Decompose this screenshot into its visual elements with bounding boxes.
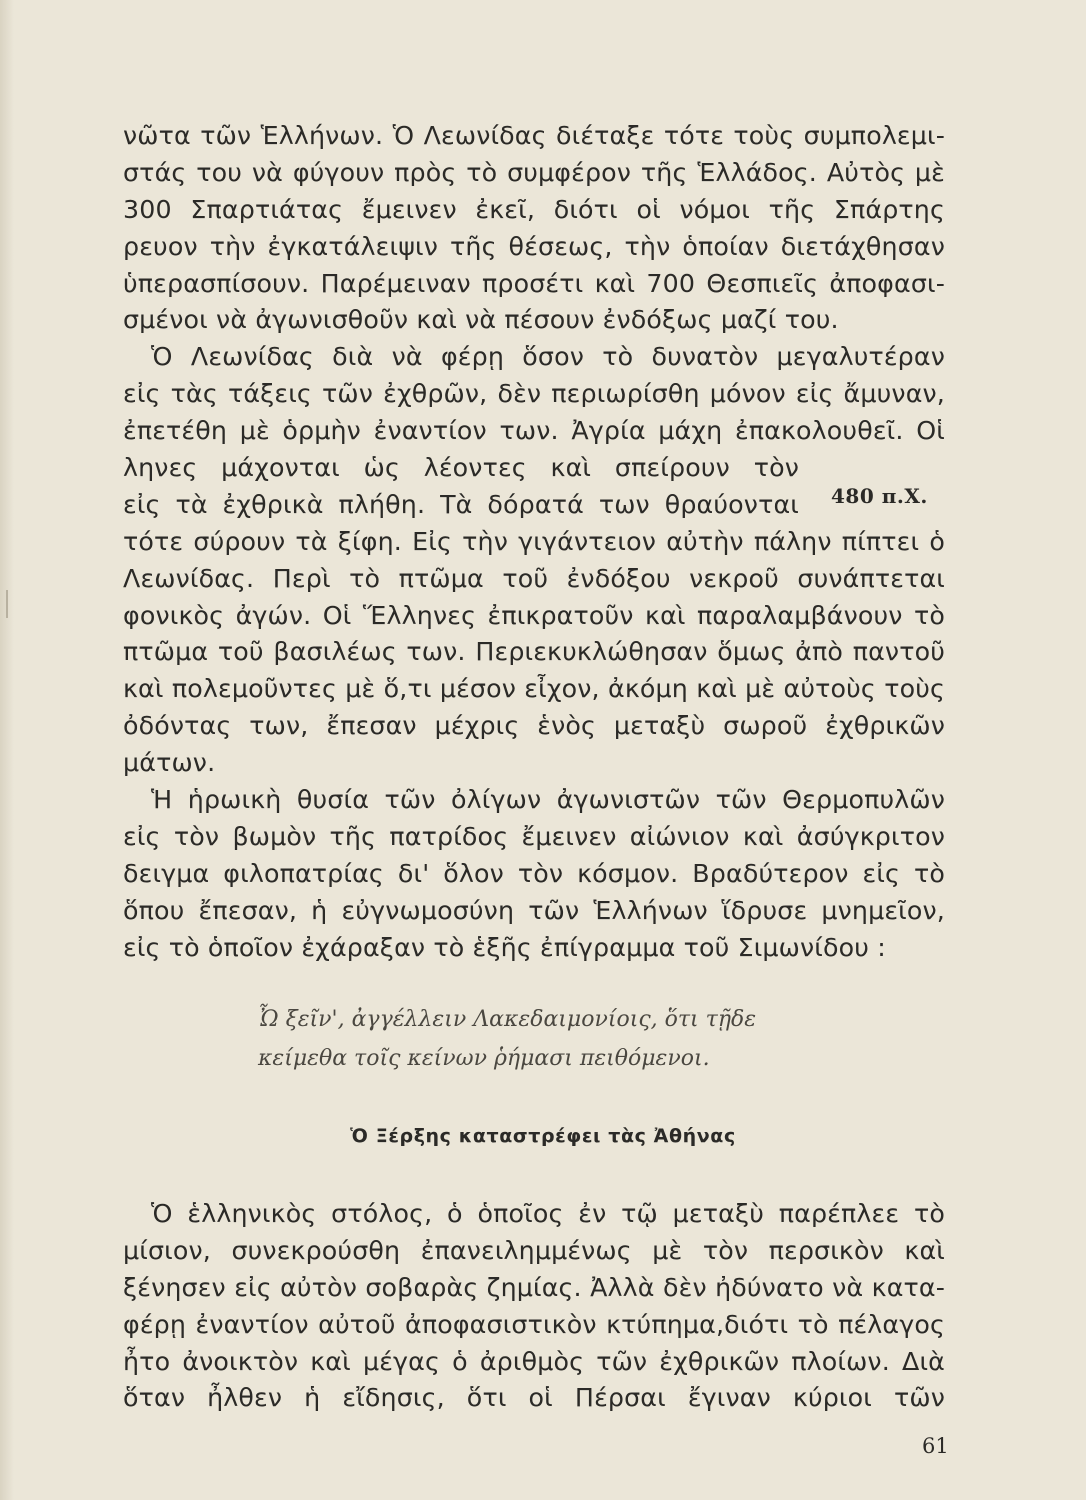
paragraph-start-line: Ὁ Λεωνίδας διὰ νὰ φέρῃ ὅσον τὸ δυνατὸν μεγαλυτέραν	[151, 342, 945, 372]
epigram-block	[258, 1000, 858, 1078]
text-line: ὀδόντας των, ἔπεσαν μέχρις ἑνὸς μεταξὺ σωροῦ ἐχθρικῶν	[123, 711, 945, 741]
text-line: καὶ πολεμοῦντες μὲ ὅ,τι μέσον εἶχον, ἀκόμη καὶ μὲ αὐτοὺς τοὺς	[123, 674, 945, 704]
text-line: μάτων.	[123, 748, 216, 778]
text-line: εἰς τὸ ὁποῖον ἐχάραξαν τὸ ἑξῆς ἐπίγραμμα τοῦ Σιμωνίδου :	[123, 932, 886, 962]
text-line: εἰς τὰς τάξεις τῶν ἐχθρῶν, δὲν περιωρίσθη μόνον εἰς ἄμυναν,	[123, 379, 945, 409]
epigram-line: Ὦ ξεῖν', ἀγγέλλειν Λακεδαιμονίοις, ὅτι τῇδε	[258, 1007, 757, 1032]
text-line: εἰς τὰ ἐχθρικὰ πλήθη. Τὰ δόρατά των θραύονται	[123, 489, 799, 519]
paragraph-start-line: Ὁ ἑλληνικὸς στόλος, ὁ ὁποῖος ἐν τῷ μεταξὺ παρέπλεε τὸ	[151, 1199, 945, 1228]
text-line: εἰς τὸν βωμὸν τῆς πατρίδος ἔμεινεν αἰώνιον καὶ ἀσύγκριτον	[123, 821, 945, 851]
text-line: ὑπερασπίσουν. Παρέμειναν προσέτι καὶ 700 Θεσπιεῖς ἀποφασι-	[123, 268, 945, 298]
text-line: ρευον τὴν ἐγκατάλειψιν τῆς θέσεως, τὴν ὁποίαν διετάχθησαν	[123, 231, 945, 261]
text-line: μίσιον, συνεκρούσθη ἐπανειλημμένως μὲ τὸν περσικὸν καὶ	[123, 1235, 945, 1265]
text-line: φέρῃ ἐναντίον αὐτοῦ ἀποφασιστικὸν κτύπημα,διότι τὸ πέλαγος	[123, 1309, 945, 1339]
text-line: ληνες μάχονται ὡς λέοντες καὶ σπείρουν τὸν	[123, 453, 799, 483]
text-line: τότε σύρουν τὰ ξίφη. Εἰς τὴν γιγάντειον αὐτὴν πάλην πίπτει ὁ	[123, 526, 945, 556]
text-line: στάς του νὰ φύγουν πρὸς τὸ συμφέρον τῆς Ἑλλάδος. Αὐτὸς μὲ	[123, 157, 945, 187]
page-number: 61	[922, 1434, 949, 1458]
text-line: φονικὸς ἀγών. Οἱ Ἕλληνες ἐπικρατοῦν καὶ παραλαμβάνουν τὸ	[123, 600, 945, 630]
epigram-line: κείμεθα τοῖς κείνων ῥήμασι πειθόμενοι.	[258, 1046, 710, 1071]
text-line: πτῶμα τοῦ βασιλέως των. Περιεκυκλώθησαν ὅμως ἀπὸ παντοῦ	[123, 637, 945, 667]
text-line: ἦτο ἀνοικτὸν καὶ μέγας ὁ ἀριθμὸς τῶν ἐχθρικῶν πλοίων. Διὰ	[123, 1346, 945, 1376]
text-line: ἐπετέθη μὲ ὁρμὴν ἐναντίον των. Ἀγρία μάχη ἐπακολουθεῖ. Οἱ	[123, 416, 945, 446]
text-line: ξένησεν εἰς αὐτὸν σοβαρὰς ζημίας. Ἀλλὰ δὲν ἠδύνατο νὰ κατα-	[123, 1272, 945, 1302]
section-text-block	[123, 1196, 945, 1417]
text-line: νῶτα τῶν Ἑλλήνων. Ὁ Λεωνίδας διέταξε τότε τοὺς συμπολεμι-	[123, 121, 945, 150]
text-line: σμένοι νὰ ἀγωνισθοῦν καὶ νὰ πέσουν ἐνδόξως μαζί του.	[123, 305, 839, 335]
text-line: ὅπου ἔπεσαν, ἡ εὐγνωμοσύνη τῶν Ἑλλήνων ἵδρυσε μνημεῖον,	[123, 895, 945, 925]
section-heading: Ὁ Ξέρξης καταστρέφει τὰς Ἀθήνας	[350, 1125, 736, 1147]
margin-date-note: 480 π.Χ.	[831, 484, 928, 508]
page-edge-shadow	[0, 0, 14, 1500]
paragraph-start-line: Ἡ ἡρωικὴ θυσία τῶν ὀλίγων ἀγωνιστῶν τῶν Θερμοπυλῶν	[151, 785, 945, 815]
text-line: 300 Σπαρτιάτας ἔμεινεν ἐκεῖ, διότι οἱ νόμοι τῆς Σπάρτης	[123, 194, 945, 224]
binding-mark	[6, 590, 8, 618]
main-text-block	[123, 118, 945, 966]
text-line: δειγμα φιλοπατρίας δι' ὅλον τὸν κόσμον. Βραδύτερον εἰς τὸ	[123, 858, 945, 888]
text-line: Λεωνίδας. Περὶ τὸ πτῶμα τοῦ ἐνδόξου νεκροῦ συνάπτεται	[123, 563, 945, 593]
text-line: ὅταν ἦλθεν ἡ εἴδησις, ὅτι οἱ Πέρσαι ἔγιναν κύριοι τῶν	[123, 1383, 945, 1413]
